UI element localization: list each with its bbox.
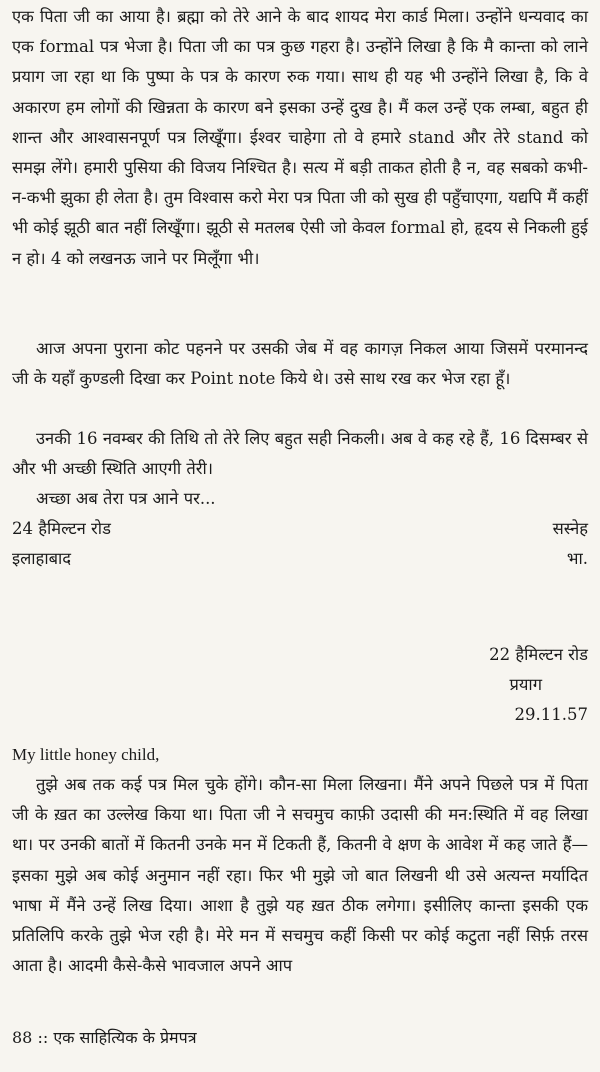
- letter2-salutation: My little honey child,: [12, 745, 160, 764]
- letter2-paragraph: तुझे अब तक कई पत्र मिल चुके होंगे। कौन-सा मिला लिखना। मैंने अपने पिछले पत्र में पिता जी के ख़त का उल्लेख किया था। पिता जी ने सचमुच काफ़ी उदासी की मन:स्थिति में वह लिखा था। पर उनकी बातों में कितनी उनके मन में टिकती हैं, कितनी वे क्षण के आवेश में कह जाते हैं—इसका मुझे अब कोई अनुमान नहीं रहा। फिर भी मुझे जो बात लिखनी थी उसे अत्यन्त मर्यादित भाषा में मैंने उन्हें लिख दिया। आशा है तुझे यह ख़त ठीक लगेगा। इसीलिए कान्ता इसकी एक प्रतिलिपि करके तुझे भेज रही है। मेरे मन में सचमुच कहीं किसी पर कोई कटुता नहीं सिर्फ़ तरस आता है। आदमी कैसे-कैसे भावजाल अपने आप: [12, 775, 588, 976]
- letter2-address-line1: 22 हैमिल्टन रोड: [489, 645, 588, 664]
- letter1-paragraph-1: एक पिता जी का आया है। ब्रह्मा को तेरे आने के बाद शायद मेरा कार्ड मिला। उन्होंने धन्यवाद का एक formal पत्र भेजा है। पिता जी का पत्र कुछ गहरा है। उन्होंने लिखा है कि मै कान्ता को लाने प्रयाग जा रहा था कि पुष्पा के पत्र के कारण रुक गया। साथ ही यह भी उन्होंने लिखा है, कि वे अकारण हम लोगों की खिन्नता के कारण बने इसका उन्हें दुख है। मैं कल उन्हें एक लम्बा, बहुत ही शान्त और आश्वासनपूर्ण पत्र लिखूँगा। ईश्वर चाहेगा तो वे हमारे stand और तेरे stand को समझ लेंगे। हमारी पुसिया की विजय निश्चित है। सत्य में बड़ी ताकत होती है न, वह सबको कभी-न-कभी झुका ही लेता है। तुम विश्वास करो मेरा पत्र पिता जी को सुख ही पहुँचाएगा, यद्यपि मैं कहीं भी कोई झूठी बात नहीं लिखूँगा। झूठी से मतलब ऐसी जो केवल formal हो, हृदय से निकली हुई न हो। 4 को लखनऊ जाने पर मिलूँगा भी।: [12, 7, 588, 268]
- page-footer: 88 :: एक साहित्यिक के प्रेमपत्र: [12, 1028, 197, 1047]
- letter1-paragraph-3: उनकी 16 नवम्बर की तिथि तो तेरे लिए बहुत सही निकली। अब वे कह रहे हैं, 16 दिसम्बर से और भी अच्छी स्थिति आएगी तेरी।: [12, 429, 588, 479]
- letter1-signature: भा.: [566, 549, 588, 568]
- letter2-date: 29.11.57: [514, 705, 588, 724]
- letter1-paragraph-4: अच्छा अब तेरा पत्र आने पर...: [36, 489, 216, 508]
- letter1-address-line1: 24 हैमिल्टन रोड: [12, 519, 111, 538]
- letter1-address-line2: इलाहाबाद: [12, 549, 72, 568]
- letter2-address-line2: प्रयाग: [509, 675, 542, 694]
- letter1-paragraph-2: आज अपना पुराना कोट पहनने पर उसकी जेब में वह कागज़ निकल आया जिसमें परमानन्द जी के यहाँ कुण्डली दिखा कर Point note किये थे। उसे साथ रख कर भेज रहा हूँ।: [12, 339, 588, 389]
- letter1-closing: सस्नेह: [552, 519, 588, 538]
